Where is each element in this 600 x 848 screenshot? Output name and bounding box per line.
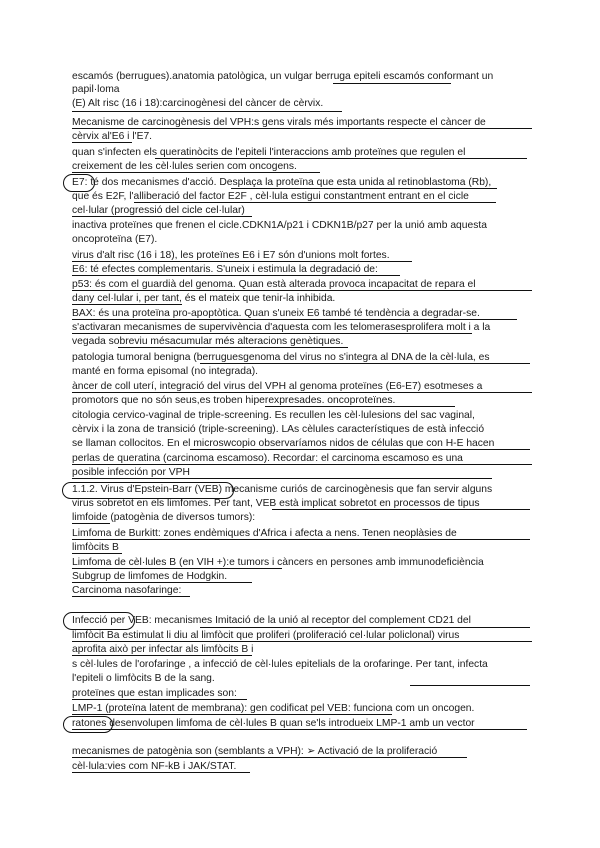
text-line: limfòcit Ba estimulat li diu al limfòcit que proliferi (proliferació cel·lular policlonal) virus	[72, 630, 460, 641]
text-line: perlas de queratina (carcinoma escamoso). Recordar: el carcinoma escamoso es una	[72, 453, 463, 464]
handwritten-underline	[72, 714, 392, 715]
handwritten-underline	[72, 319, 517, 320]
handwritten-underline	[72, 392, 532, 393]
text-line: posible infección por VPH	[72, 467, 190, 478]
handwritten-underline	[72, 304, 182, 305]
handwritten-circle	[62, 482, 234, 499]
handwritten-underline	[134, 202, 496, 203]
text-line: ratones desenvolupen limfoma de cèl·lules B quan se'ls introdueix LMP-1 amb un vector	[72, 718, 475, 729]
handwritten-underline	[333, 83, 451, 84]
text-line: papil·loma	[72, 84, 120, 95]
handwritten-underline	[72, 216, 252, 217]
handwritten-underline	[72, 655, 252, 656]
text-line: creixement de les cèl·lules serien com oncogens.	[72, 161, 297, 172]
handwritten-underline	[72, 142, 132, 143]
handwritten-underline	[272, 509, 530, 510]
text-line: oncoproteïna (E7).	[72, 234, 158, 245]
text-line: promotors que no són seus,es troben hiperexpresades. oncoproteïnes.	[72, 395, 396, 406]
handwritten-underline	[72, 553, 122, 554]
handwritten-underline	[72, 772, 250, 773]
text-line: limfoide (patogènia de diversos tumors):	[72, 512, 256, 523]
text-line: l'epiteli o limfòcits B de la sang.	[72, 673, 215, 684]
text-line: mecanismes de patogènia son (semblants a VPH): ➢ Activació de la proliferació	[72, 746, 438, 757]
text-line: Carcinoma nasofaringe:	[72, 585, 182, 596]
handwritten-underline	[72, 523, 110, 524]
text-line: LMP-1 (proteïna latent de membrana): gen codificat pel VEB: funciona com un oncogen.	[72, 703, 475, 714]
text-line: E7: té dos mecanismes d'acció. Desplaça la proteïna que esta unida al retinoblastoma (Rb),	[72, 177, 492, 188]
handwritten-underline	[72, 596, 190, 597]
text-line: Limfoma de cèl·lules B (en VIH +):e tumors i càncers en persones amb immunodeficiència	[72, 557, 484, 568]
text-line: aprofita això per infectar als limfòcits B i	[72, 644, 254, 655]
handwritten-underline	[72, 582, 252, 583]
text-line: dany cel·lular i, per tant, és el mateix que tenir-la inhibida.	[72, 293, 336, 304]
handwritten-underline	[118, 347, 348, 348]
text-line: virus d'alt risc (16 i 18), les proteïnes E6 i E7 són d'unions molt fortes.	[72, 250, 390, 261]
text-line: cèl·lula:vies com NF-kB i JAK/STAT.	[72, 761, 237, 772]
text-line: vegada sobreviu mésacumular més alteracions genètiques.	[72, 336, 344, 347]
handwritten-underline	[72, 478, 492, 479]
text-line: cel·lular (progressió del cicle cel·lular)	[72, 205, 245, 216]
text-line: cèrvix al'E6 i l'E7.	[72, 131, 153, 142]
text-line: limfòcits B	[72, 542, 119, 553]
text-line: patologia tumoral benigna (berruguesgenoma del virus no s'integra al DNA de la cèl·lula, es	[72, 352, 490, 363]
text-line: Subgrup de limfomes de Hodgkin.	[72, 571, 228, 582]
text-line: se llaman collocitos. En el microswcopio observaríamos nidos de células que con H-E hacen	[72, 438, 495, 449]
text-line: quan s'infecten els queratinòcits de l'epiteli l'interaccions amb proteïnes que regulen el	[72, 147, 466, 158]
text-line: escamós (berrugues).anatomia patològica, un vulgar berruga epiteli escamós conformant un	[72, 71, 494, 82]
handwritten-underline	[410, 685, 530, 686]
handwritten-underline	[72, 757, 467, 758]
text-line: E6: té efectes complementaris. S'uneix i estimula la degradació de:	[72, 264, 378, 275]
handwritten-underline	[72, 111, 342, 112]
handwritten-underline	[190, 449, 530, 450]
text-line: inactiva proteïnes que frenen el cicle.CDKN1A/p21 i CDKN1B/p27 per la unió amb aquesta	[72, 220, 487, 231]
handwritten-underline	[72, 128, 532, 129]
handwritten-underline	[72, 641, 532, 642]
handwritten-underline	[72, 290, 532, 291]
text-line: manté en forma episomal (no integrada).	[72, 366, 259, 377]
text-line: s cèl·lules de l'orofaringe , a infecció de cèl·lules epitelials de la orofaringe. Per tant, infecta	[72, 659, 488, 670]
handwritten-underline	[72, 333, 472, 334]
text-line: Infecció per VEB: mecanismes Imitació de la unió al receptor del complement CD21 del	[72, 615, 471, 626]
handwritten-underline	[231, 188, 497, 189]
handwritten-circle	[63, 716, 113, 733]
text-line: 1.1.2. Virus d'Epstein-Barr (VEB) mecanisme curiós de carcinogènesis que fan servir alguns	[72, 484, 493, 495]
handwritten-underline	[200, 363, 530, 364]
text-line: s'activaran mecanismes de supervivència d'aquesta com les telomerasesprolifera molt i a la	[72, 322, 491, 333]
text-line: citologia cervico-vaginal de triple-screening. Es recullen les cèl·lulesions del sac vaginal,	[72, 410, 475, 421]
handwritten-circle	[63, 174, 95, 192]
text-line: que és E2F, l'alliberació del factor E2F , cèl·lula estigui constantment entrant en el cicle	[72, 191, 469, 202]
text-line: àncer de coll uterí, integració del virus del VPH al genoma proteïnes (E6-E7) esotmeses a	[72, 381, 483, 392]
handwritten-underline	[72, 464, 532, 465]
handwritten-underline	[265, 406, 455, 407]
text-line: (E) Alt risc (16 i 18):carcinogènesi del càncer de cèrvix.	[72, 98, 324, 109]
text-line: virus sobretot en els limfomes. Per tant, VEB està implicat sobretot en processos de tipus	[72, 498, 480, 509]
handwritten-underline	[72, 275, 400, 276]
handwritten-underline	[72, 729, 527, 730]
text-line: p53: és com el guardià del genoma. Quan està alterada provoca incapacitat de repara el	[72, 279, 476, 290]
text-line: Mecanisme de carcinogènesis del VPH:s gens virals més importants respecte el càncer de	[72, 117, 486, 128]
handwritten-underline	[72, 261, 412, 262]
handwritten-circle	[63, 612, 135, 630]
handwritten-underline	[72, 699, 247, 700]
handwritten-underline	[72, 172, 320, 173]
handwritten-underline	[155, 158, 527, 159]
text-line: Limfoma de Burkitt: zones endèmiques d'Àfrica i afecta a nens. Tenen neoplàsies de	[72, 528, 457, 539]
text-line: proteïnes que estan implicades son:	[72, 688, 237, 699]
text-line: cèrvix i la zona de transició (triple-screening). LAs cèlules característiques de està infecció	[72, 424, 485, 435]
handwritten-underline	[72, 568, 282, 569]
handwritten-underline	[72, 539, 530, 540]
text-line: BAX: és una proteïna pro-apoptòtica. Quan s'uneix E6 també té tendència a degradar-se.	[72, 308, 480, 319]
handwritten-underline	[200, 627, 530, 628]
